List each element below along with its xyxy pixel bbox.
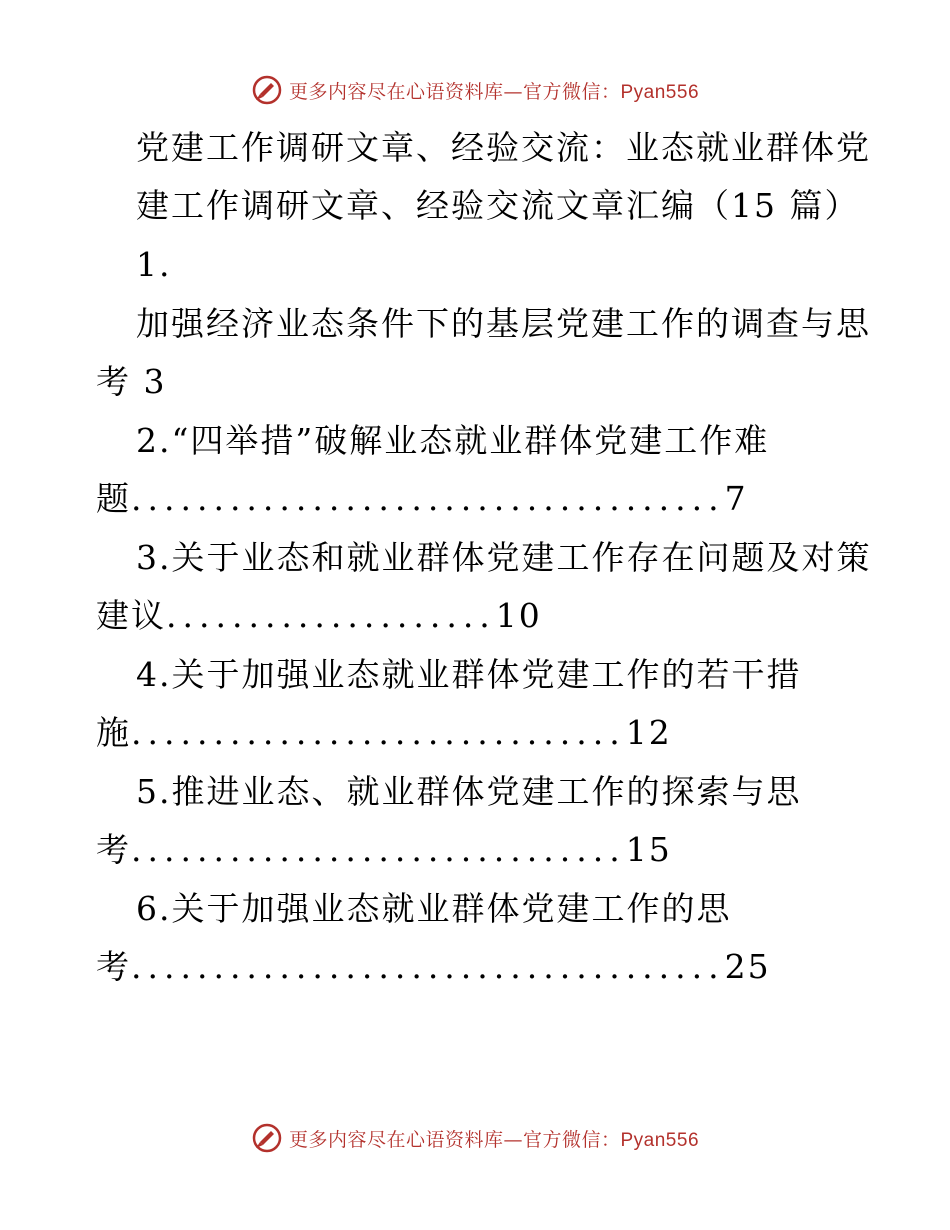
toc-item-2-page: 7 [724,479,748,518]
toc-item-5-page: 15 [625,830,672,869]
toc-item-3-page: 10 [495,596,542,635]
toc-item-3-leader: 建议....................10 [96,596,542,635]
toc-item-6-page: 25 [724,947,771,986]
toc-item-4-leader: 施..............................12 [96,713,672,752]
header-banner [0,70,950,110]
toc-item-2-leader: 题....................................7 [96,479,748,518]
toc-item-5-leader: 考..............................15 [96,830,672,869]
wechat-id: Pyan556 [620,1129,700,1151]
toc-item-1-title: 加强经济业态条件下的基层党建工作的调查与思 [136,304,871,343]
toc-item-6-title: 6.关于加强业态就业群体党建工作的思 [136,889,732,928]
toc-item-4-title: 4.关于加强业态就业群体党建工作的若干措 [136,655,802,694]
brand-logo-icon [251,1122,283,1154]
doc-title-line-2: 建工作调研文章、经验交流文章汇编（15 篇） [136,186,860,225]
toc-item-5-title: 5.推进业态、就业群体党建工作的探索与思 [136,772,802,811]
toc-item-4-page: 12 [625,713,672,752]
toc-item-1-title-end: 考 3 [96,362,167,401]
doc-title-line-1: 党建工作调研文章、经验交流：业态就业群体党 [136,128,871,167]
toc-item-1-number: 1. [136,245,172,284]
footer-banner [0,1118,950,1158]
toc-item-2-title: 2.“四举措”破解业态就业群体党建工作难 [136,421,770,460]
wechat-id: Pyan556 [620,81,700,103]
banner-text: 更多内容尽在心语资料库—官方微信：Pyan556 [288,1128,700,1151]
brand-logo-icon [251,74,283,106]
toc-item-6-leader: 考....................................25 [96,947,771,986]
toc-item-3-title: 3.关于业态和就业群体党建工作存在问题及对策 [136,538,872,577]
banner-text: 更多内容尽在心语资料库—官方微信：Pyan556 [288,80,700,103]
